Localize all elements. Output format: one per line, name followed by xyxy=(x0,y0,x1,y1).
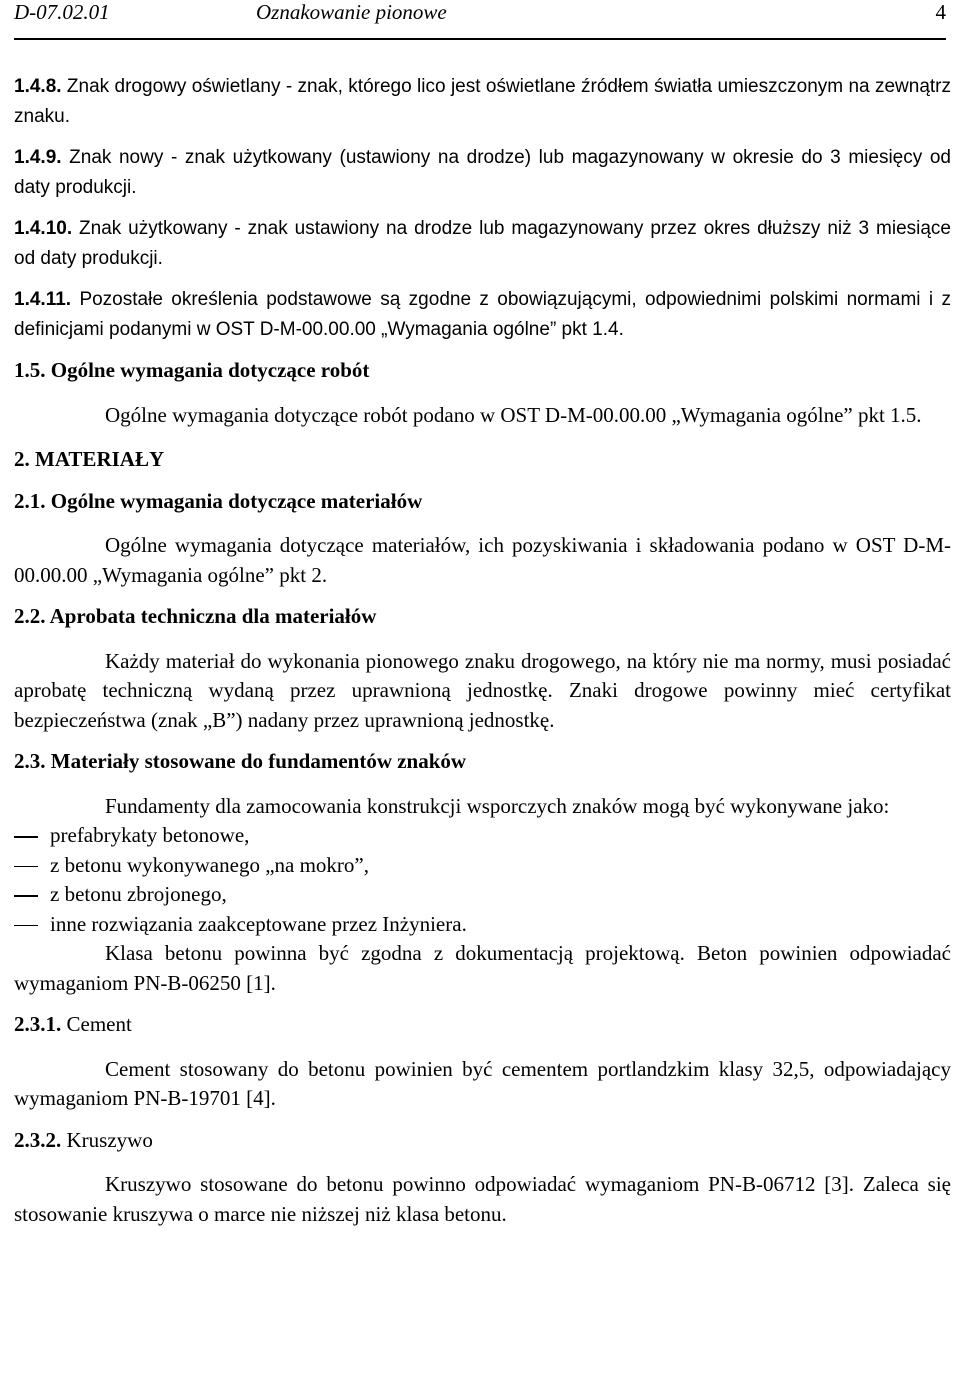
definition-text: Znak nowy - znak użytkowany (ustawiony na drodze) lub magazynowany w okresie do 3 miesięcy od daty produkcji. xyxy=(14,147,951,198)
definition-text: Znak użytkowany - znak ustawiony na drodze lub magazynowany przez okres dłuższy niż 3 miesiące od daty produkcji. xyxy=(14,218,951,269)
definition-number: 1.4.8. xyxy=(14,76,62,97)
page-number: 4 xyxy=(935,0,946,24)
subsection-text-2-3-1: Cement stosowany do betonu powinien być cementem portlandzkim klasy 32,5, odpowiadający wymaganiom PN-B-19701 [4]. xyxy=(14,1056,951,1110)
list-item: z betonu zbrojonego, xyxy=(14,880,951,910)
list-item: prefabrykaty betonowe, xyxy=(14,821,951,851)
section-heading-1-5: 1.5. Ogólne wymagania dotyczące robót xyxy=(14,358,370,382)
page-header xyxy=(14,0,946,40)
subsection-title: Cement xyxy=(61,1012,132,1036)
chapter-heading-materials: 2. MATERIAŁY xyxy=(14,447,165,471)
definition-1-4-9 xyxy=(14,143,951,202)
section-heading-2-1: 2.1. Ogólne wymagania dotyczące materiałów xyxy=(14,488,423,513)
document-code: D-07.02.01 xyxy=(14,0,110,24)
document-title: Oznakowanie pionowe xyxy=(256,0,447,24)
section-heading-2-3: 2.3. Materiały stosowane do fundamentów znaków xyxy=(14,749,467,773)
definition-1-4-10 xyxy=(14,214,951,273)
subsection-heading-2-3-2 xyxy=(14,1126,951,1156)
foundation-types-list xyxy=(14,821,951,939)
definition-number: 1.4.10. xyxy=(14,218,73,239)
subsection-number: 2.3.2. xyxy=(14,1127,62,1152)
definition-1-4-8 xyxy=(14,72,951,131)
definition-number: 1.4.11. xyxy=(14,289,72,310)
section-heading-2-2: 2.2. Aprobata techniczna dla materiałów xyxy=(14,604,377,628)
section-outro-2-3: Klasa betonu powinna być zgodna z dokumentacją projektową. Beton powinien odpowiadać wymaganiom PN-B-06250 [1]. xyxy=(14,941,951,995)
subsection-heading-2-3-1 xyxy=(14,1010,951,1040)
subsection-number: 2.3.1. xyxy=(14,1012,62,1036)
list-item: inne rozwiązania zaakceptowane przez Inżyniera. xyxy=(14,910,951,940)
subsection-text-2-3-2: Kruszywo stosowane do betonu powinno odpowiadać wymaganiom PN-B-06712 [3]. Zaleca się stosowanie kruszywa o marce nie niższej niż klasa betonu. xyxy=(14,1172,951,1226)
definition-text: Znak drogowy oświetlany - znak, którego lico jest oświetlane źródłem światła umieszczonym na zewnątrz znaku. xyxy=(14,76,951,127)
definition-number: 1.4.9. xyxy=(14,147,62,168)
document-body xyxy=(14,72,951,1229)
definition-text: Pozostałe określenia podstawowe są zgodne z obowiązującymi, odpowiednimi polskimi normami i z definicjami podanymi w OST D-M-00.00.00 „Wymagania ogólne” pkt 1.4. xyxy=(14,289,951,340)
section-text-1-5: Ogólne wymagania dotyczące robót podano w OST D-M-00.00.00 „Wymagania ogólne” pkt 1.5. xyxy=(105,402,922,427)
section-text-2-2: Każdy materiał do wykonania pionowego znaku drogowego, na który nie ma normy, musi posiadać aprobatę techniczną wydaną przez uprawnioną jednostkę. Znaki drogowe powinny mieć certyfikat bezpieczeństwa (znak „B”) nadany przez uprawnioną jednostkę. xyxy=(14,648,951,732)
definition-1-4-11 xyxy=(14,285,951,344)
section-intro-2-3: Fundamenty dla zamocowania konstrukcji wsporczych znaków mogą być wykonywane jako: xyxy=(105,793,890,818)
subsection-title: Kruszywo xyxy=(61,1127,153,1152)
list-item: z betonu wykonywanego „na mokro”, xyxy=(14,851,951,881)
section-text-2-1: Ogólne wymagania dotyczące materiałów, ich pozyskiwania i składowania podano w OST D-M-00.00.00 „Wymagania ogólne” pkt 2. xyxy=(14,533,951,587)
